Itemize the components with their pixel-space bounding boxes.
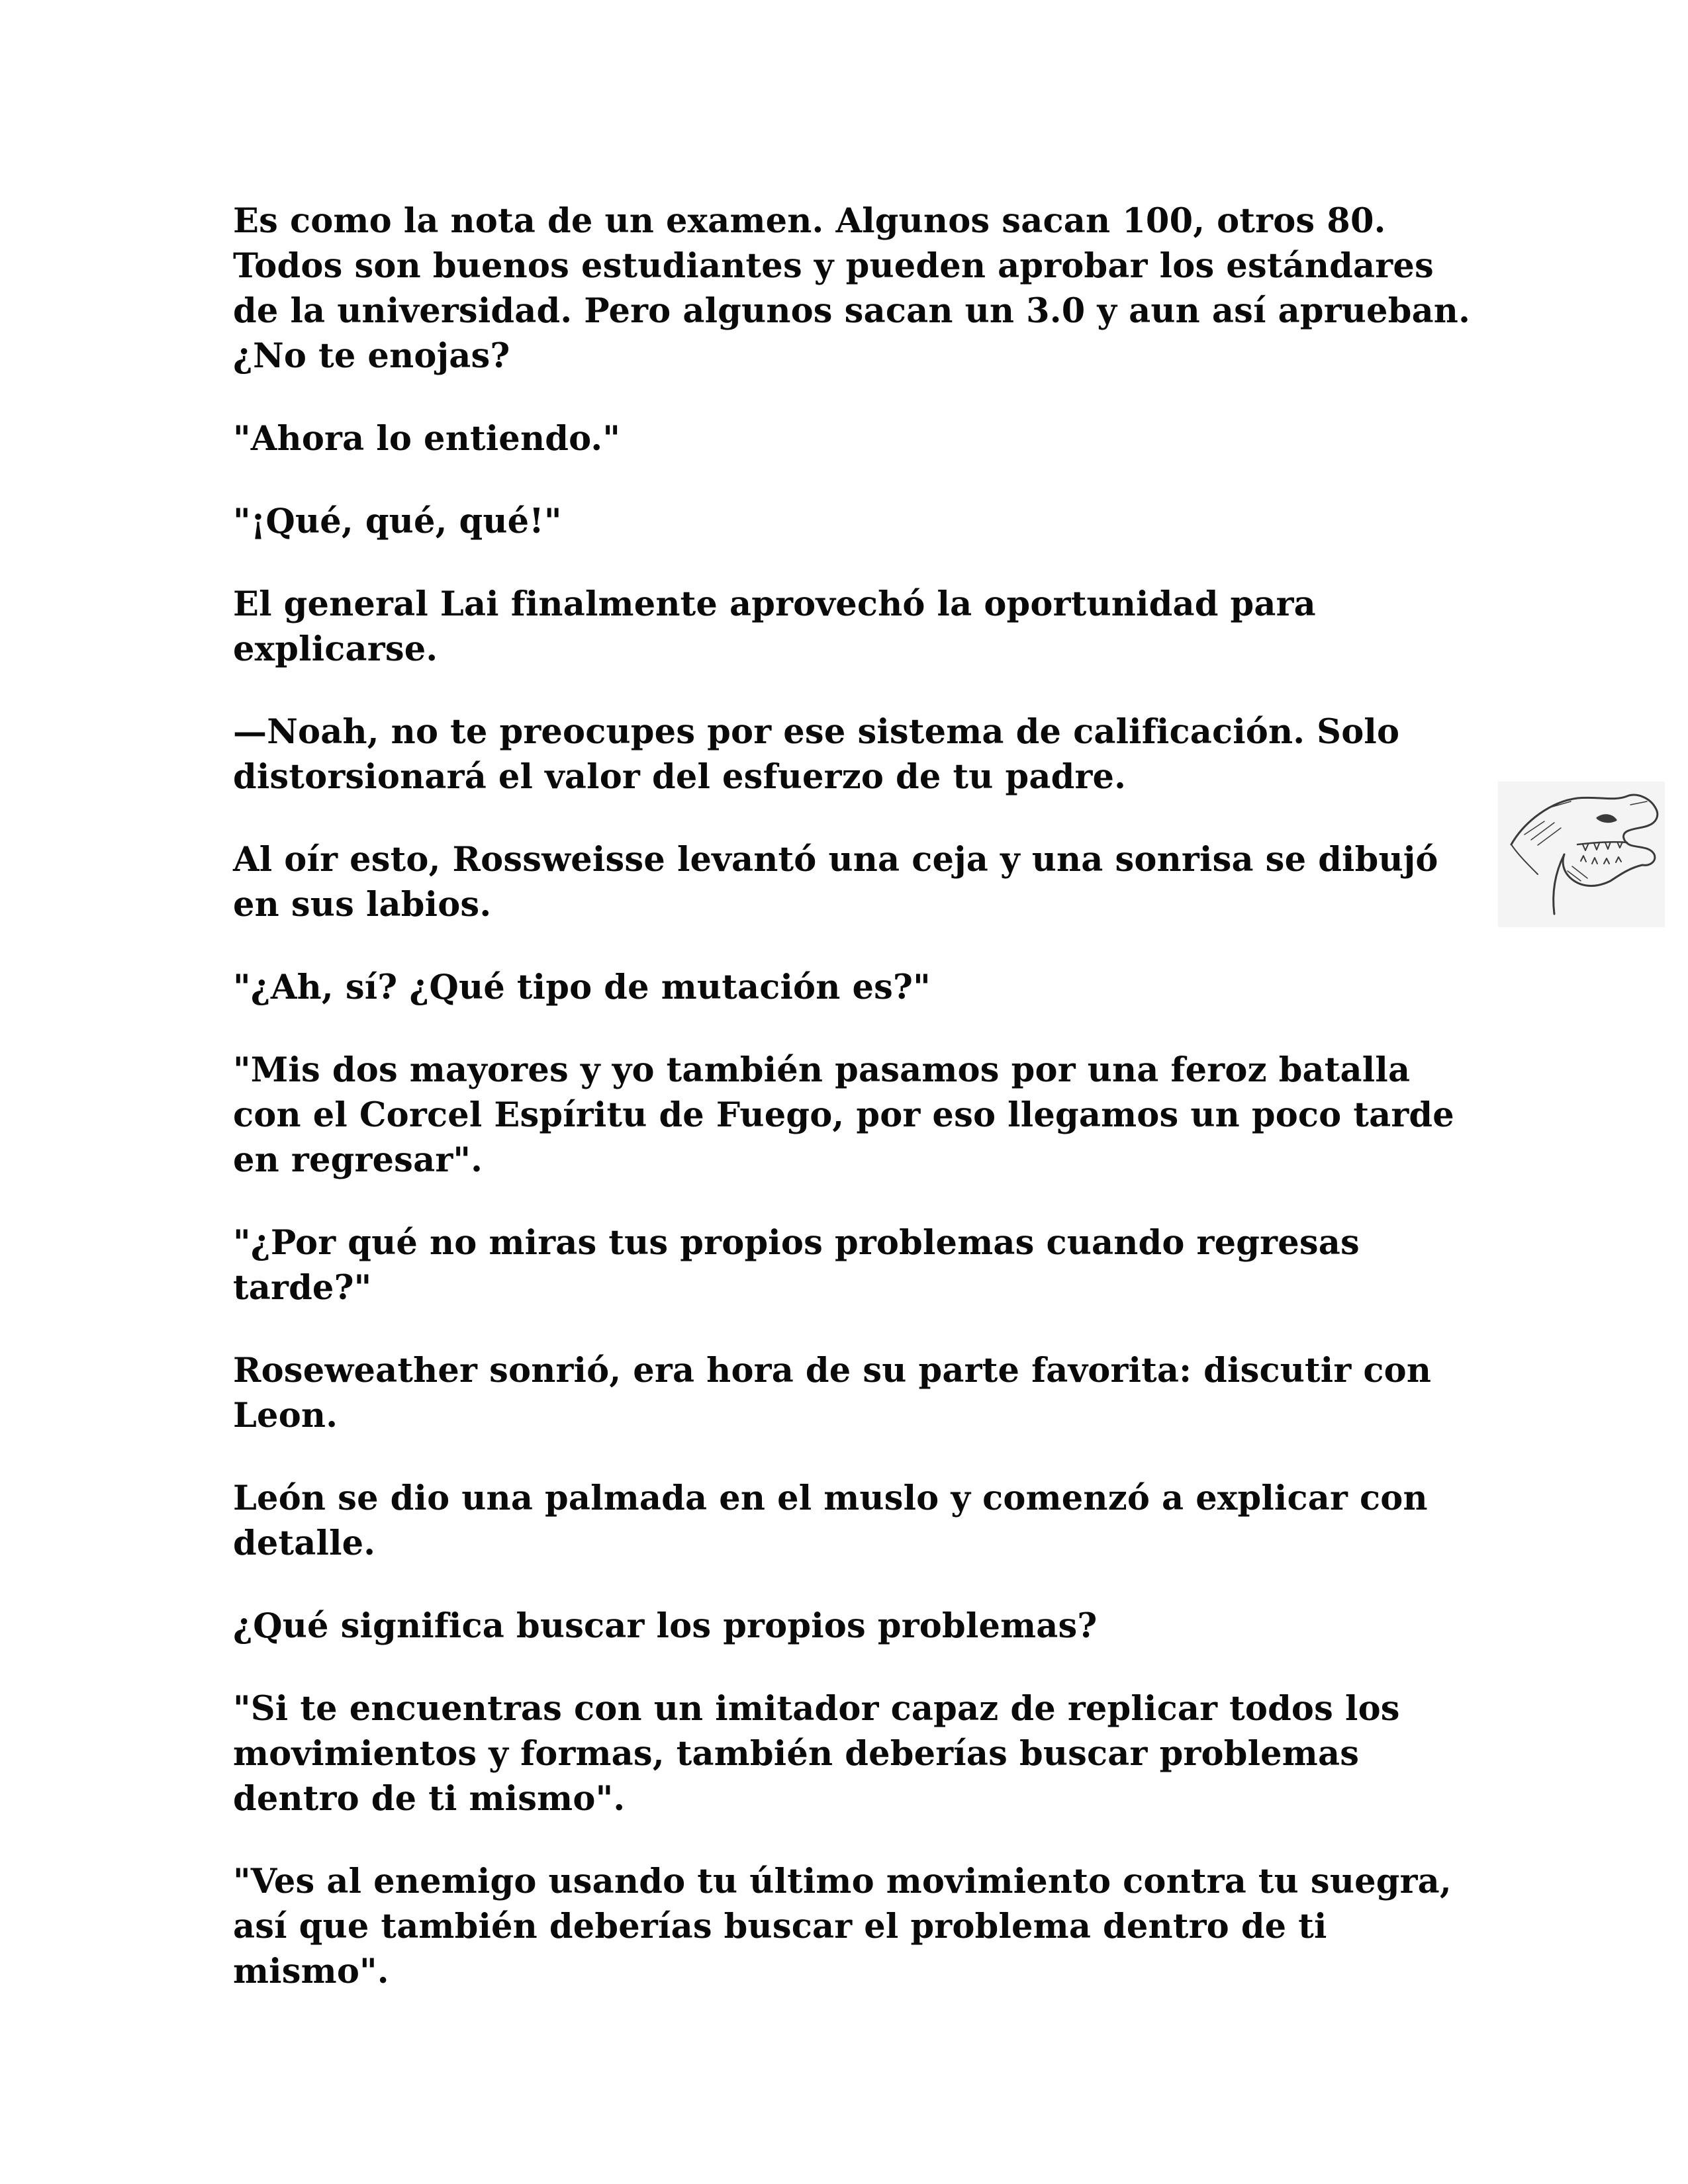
paragraph: —Noah, no te preocupes por ese sistema de calificación. Solo distorsionará el valor del esfuerzo de tu padre. bbox=[233, 712, 1400, 797]
paragraph: El general Lai finalmente aprovechó la oportunidad para explicarse. bbox=[233, 584, 1316, 669]
paragraph: Al oír esto, Rossweisse levantó una ceja y una sonrisa se dibujó en sus labios. bbox=[233, 840, 1438, 925]
paragraph: Es como la nota de un examen. Algunos sacan 100, otros 80. Todos son buenos estudiantes y pueden aprobar los estándares de la universidad. Pero algunos sacan un 3.0 y aun así aprueban. ¿No te enojas? bbox=[233, 201, 1471, 376]
paragraph: "Si te encuentras con un imitador capaz de replicar todos los movimientos y formas, también deberías buscar problemas dentro de ti mismo". bbox=[233, 1689, 1400, 1819]
dinosaur-head-sketch-icon bbox=[1498, 782, 1665, 927]
paragraph: "¿Por qué no miras tus propios problemas cuando regresas tarde?" bbox=[233, 1223, 1360, 1308]
text-body bbox=[233, 199, 1477, 2032]
paragraph: León se dio una palmada en el muslo y comenzó a explicar con detalle. bbox=[233, 1479, 1428, 1563]
paragraph: "Ves al enemigo usando tu último movimiento contra tu suegra, así que también deberías buscar el problema dentro de ti mismo". bbox=[233, 1862, 1452, 1991]
paragraph: ¿Qué significa buscar los propios problemas? bbox=[233, 1606, 1098, 1646]
paragraph: "Mis dos mayores y yo también pasamos por una feroz batalla con el Corcel Espíritu de Fuego, por eso llegamos un poco tarde en regresar". bbox=[233, 1050, 1454, 1180]
paragraph: "¡Qué, qué, qué!" bbox=[233, 502, 562, 541]
paragraph: Roseweather sonrió, era hora de su parte favorita: discutir con Leon. bbox=[233, 1351, 1432, 1435]
paragraph: "¿Ah, sí? ¿Qué tipo de mutación es?" bbox=[233, 968, 931, 1007]
paragraph: "Ahora lo entiendo." bbox=[233, 419, 621, 459]
